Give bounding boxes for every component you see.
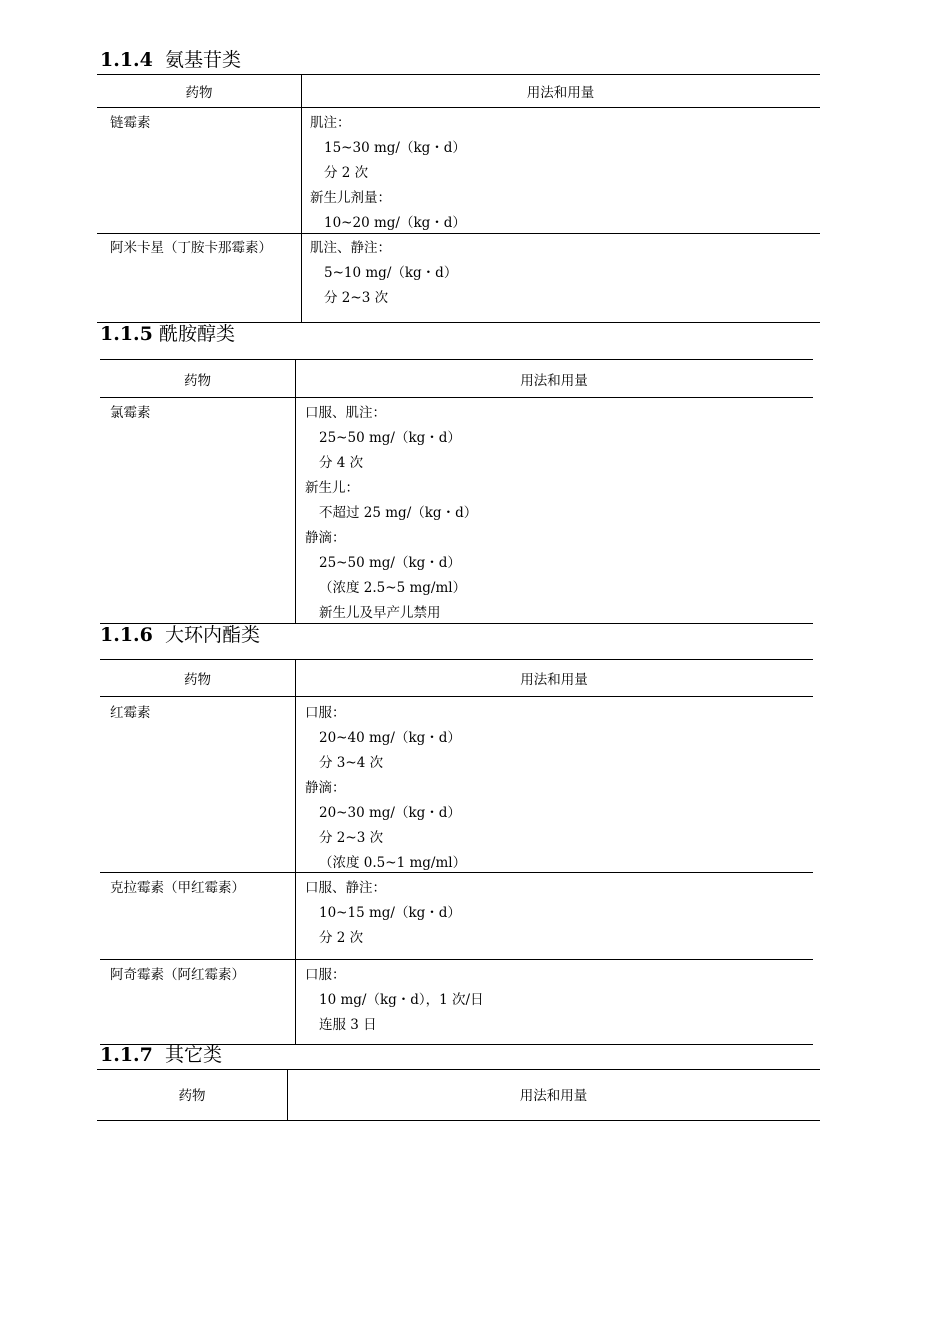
column-header-drug: 药物 <box>185 85 213 101</box>
table-header-rule <box>100 696 813 697</box>
dosage-line: 10 mg/（kg・d），1 次/日 <box>319 992 484 1008</box>
section-heading-1-1-6 <box>100 624 260 646</box>
dosage-text <box>305 876 461 951</box>
section-number: 1.1.4 <box>100 49 153 71</box>
table-header-rule <box>97 107 820 108</box>
column-header-usage: 用法和用量 <box>526 85 595 101</box>
table-top-rule <box>100 659 813 660</box>
column-header-usage: 用法和用量 <box>520 373 588 389</box>
dosage-line: 10~20 mg/（kg・d） <box>324 215 466 231</box>
row-divider <box>100 959 813 960</box>
dosage-line: 10~15 mg/（kg・d） <box>319 905 461 921</box>
dosage-line: 分 3~4 次 <box>319 755 384 771</box>
column-header-drug: 药物 <box>184 373 211 389</box>
dosage-line: 肌注、静注： <box>310 240 391 256</box>
dosage-line: 5~10 mg/（kg・d） <box>324 265 458 281</box>
table-top-rule <box>97 74 820 75</box>
column-header-usage: 用法和用量 <box>519 1088 588 1104</box>
dosage-line: 分 2 次 <box>319 930 364 946</box>
dosage-line: 口服、肌注： <box>305 405 386 421</box>
dosage-line: 静滴： <box>305 530 346 546</box>
drug-name: 阿奇霉素（阿红霉素） <box>110 967 245 983</box>
table-header-rule <box>97 1120 820 1121</box>
column-header-usage: 用法和用量 <box>520 672 588 688</box>
dosage-line: 新生儿剂量： <box>310 190 391 206</box>
dosage-line: 25~50 mg/（kg・d） <box>319 555 461 571</box>
dosage-line: 分 4 次 <box>319 455 364 471</box>
dosage-line: 口服、静注： <box>305 880 386 896</box>
dosage-text <box>305 701 466 876</box>
dosage-line: 分 2~3 次 <box>324 290 389 306</box>
section-heading-1-1-7 <box>100 1044 222 1066</box>
dosage-line: 15~30 mg/（kg・d） <box>324 140 466 156</box>
dosage-line: 分 2 次 <box>324 165 369 181</box>
dosage-line: 20~40 mg/（kg・d） <box>319 730 461 746</box>
dosage-text <box>310 111 466 236</box>
dosage-line: 连服 3 日 <box>319 1017 377 1033</box>
dosage-line: 不超过 25 mg/（kg・d） <box>319 505 478 521</box>
drug-name: 克拉霉素（甲红霉素） <box>110 880 245 896</box>
drug-name: 链霉素 <box>110 115 151 131</box>
drug-name: 红霉素 <box>110 705 151 721</box>
dosage-line: 口服： <box>305 967 346 983</box>
section-title: 其它类 <box>164 1044 222 1066</box>
dosage-line: 分 2~3 次 <box>319 830 384 846</box>
dosage-line: 静滴： <box>305 780 346 796</box>
dosage-line: 25~50 mg/（kg・d） <box>319 430 461 446</box>
column-divider <box>295 359 296 623</box>
section-number: 1.1.6 <box>100 624 153 646</box>
dosage-line: （浓度 0.5~1 mg/ml） <box>319 855 467 871</box>
section-title: 大环内酯类 <box>164 624 260 646</box>
dosage-text <box>310 236 457 311</box>
section-heading-1-1-4 <box>100 49 241 71</box>
column-divider <box>301 74 302 322</box>
section-title: 氨基苷类 <box>164 49 241 71</box>
section-heading-1-1-5 <box>100 323 235 345</box>
table-header-rule <box>100 397 813 398</box>
column-divider <box>295 659 296 1044</box>
column-header-drug: 药物 <box>184 672 211 688</box>
dosage-line: 20~30 mg/（kg・d） <box>319 805 461 821</box>
section-number: 1.1.5 <box>100 323 153 345</box>
table-top-rule <box>97 1069 820 1070</box>
dosage-line: 新生儿及早产儿禁用 <box>319 605 441 621</box>
dosage-line: 肌注： <box>310 115 351 131</box>
table-top-rule <box>100 359 813 360</box>
dosage-text <box>305 963 484 1038</box>
column-header-drug: 药物 <box>178 1088 206 1104</box>
section-number: 1.1.7 <box>100 1044 153 1066</box>
dosage-line: 口服： <box>305 705 346 721</box>
dosage-line: （浓度 2.5~5 mg/ml） <box>319 580 467 596</box>
drug-name: 氯霉素 <box>110 405 151 421</box>
dosage-text <box>305 401 477 626</box>
dosage-line: 新生儿： <box>305 480 359 496</box>
drug-name: 阿米卡星（丁胺卡那霉素） <box>110 240 272 256</box>
section-title: 酰胺醇类 <box>158 323 235 345</box>
